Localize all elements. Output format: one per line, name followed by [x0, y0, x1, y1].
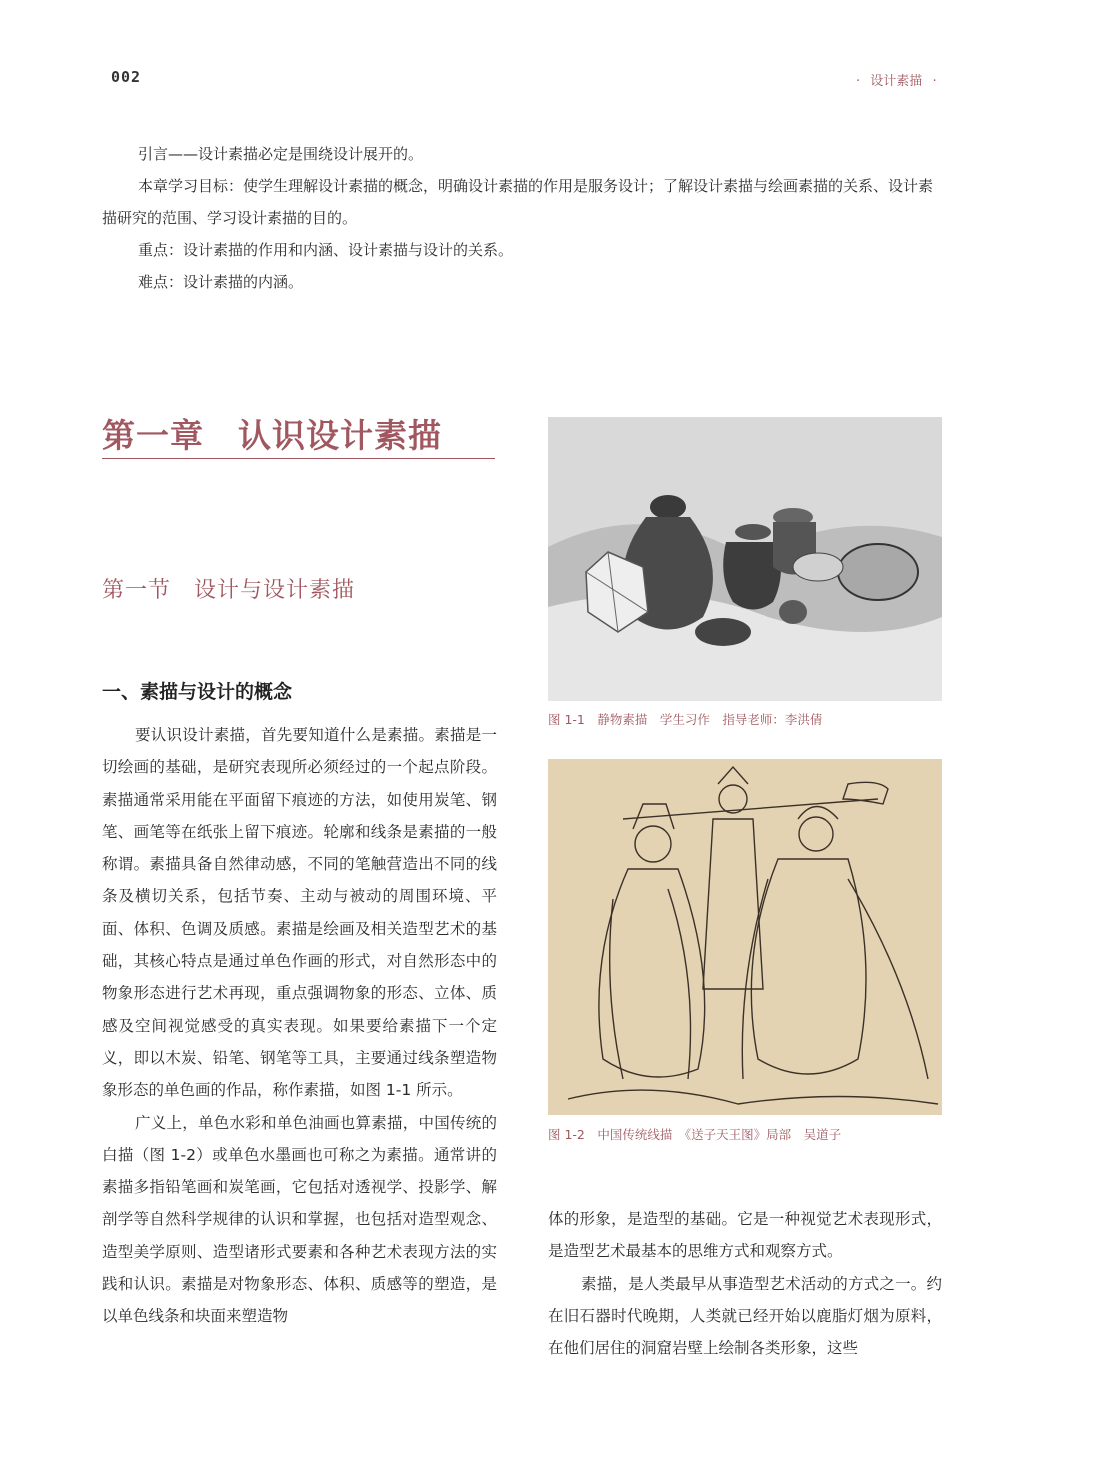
section-title: 第一节 设计与设计素描 — [102, 578, 356, 603]
right-column-body — [548, 1203, 942, 1364]
body-paragraph: 素描，是人类最早从事造型艺术活动的方式之一。约在旧石器时代晚期，人类就已经开始以鹿脂灯烟为原料，在他们居住的洞窟岩壁上绘制各类形象，这些 — [548, 1274, 942, 1358]
subsection-title: 一、素描与设计的概念 — [102, 681, 293, 703]
body-paragraph: 要认识设计素描，首先要知道什么是素描。素描是一切绘画的基础，是研究表现所必须经过的一个起点阶段。素描通常采用能在平面留下痕迹的方法，如使用炭笔、钢笔、画笔等在纸张上留下痕迹。轮廓和线条是素描的一般称谓。素描具备自然律动感，不同的笔触营造出不同的线条及横切关系，包括节奏、主动与被动的周围环境、平面、体积、色调及质感。素描是绘画及相关造型艺术的基础，其核心特点是通过单色作画的形式，对自然形态中的物象形态进行艺术再现，重点强调物象的形态、立体、质感及空间视觉感受的真实表现。如果要给素描下一个定义，即以木炭、铅笔、钢笔等工具，主要通过线条塑造物象形态的单色画的作品，称作素描，如图 1-1 所示。 — [102, 726, 497, 1100]
figure-still-life-sketch — [548, 417, 942, 701]
chapter-underline — [102, 458, 495, 459]
header-dot-right: · — [932, 74, 937, 89]
intro-line: 重点：设计素描的作用和内涵、设计素描与设计的关系。 — [138, 241, 514, 259]
body-paragraph: 体的形象，是造型的基础。它是一种视觉艺术表现形式，是造型艺术最基本的思维方式和观察方式。 — [548, 1210, 942, 1261]
page-number: 002 — [111, 68, 142, 86]
intro-block — [102, 138, 942, 298]
running-header — [850, 70, 943, 89]
chapter-title: 第一章 认识设计素描 — [102, 416, 442, 455]
intro-line: 本章学习目标：使学生理解设计素描的概念，明确设计素描的作用是服务设计；了解设计素描与绘画素描的关系、设计素描研究的范围、学习设计素描的目的。 — [102, 177, 934, 227]
intro-line: 难点：设计素描的内涵。 — [138, 273, 304, 291]
figure-caption-2: 图 1-2 中国传统线描 《送子天王图》局部 吴道子 — [548, 1127, 842, 1142]
header-dot-left: · — [856, 74, 861, 89]
body-paragraph: 广义上，单色水彩和单色油画也算素描，中国传统的白描（图 1-2）或单色水墨画也可称之为素描。通常讲的素描多指铅笔画和炭笔画，它包括对透视学、投影学、解剖学等自然科学规律的认识和掌握，也包括对造型观念、造型美学原则、造型诸形式要素和各种艺术表现方法的实践和认识。素描是对物象形态、体积、质感等的塑造，是以单色线条和块面来塑造物 — [102, 1113, 497, 1326]
left-column-body — [102, 719, 497, 1333]
figure-line-drawing — [548, 759, 942, 1115]
figure-caption-1: 图 1-1 静物素描 学生习作 指导老师：李洪倩 — [548, 712, 823, 727]
intro-line: 引言——设计素描必定是围绕设计展开的。 — [138, 145, 424, 163]
running-title: 设计素描 — [870, 74, 923, 89]
line-drawing-illustration — [548, 759, 942, 1115]
still-life-illustration — [548, 417, 942, 701]
